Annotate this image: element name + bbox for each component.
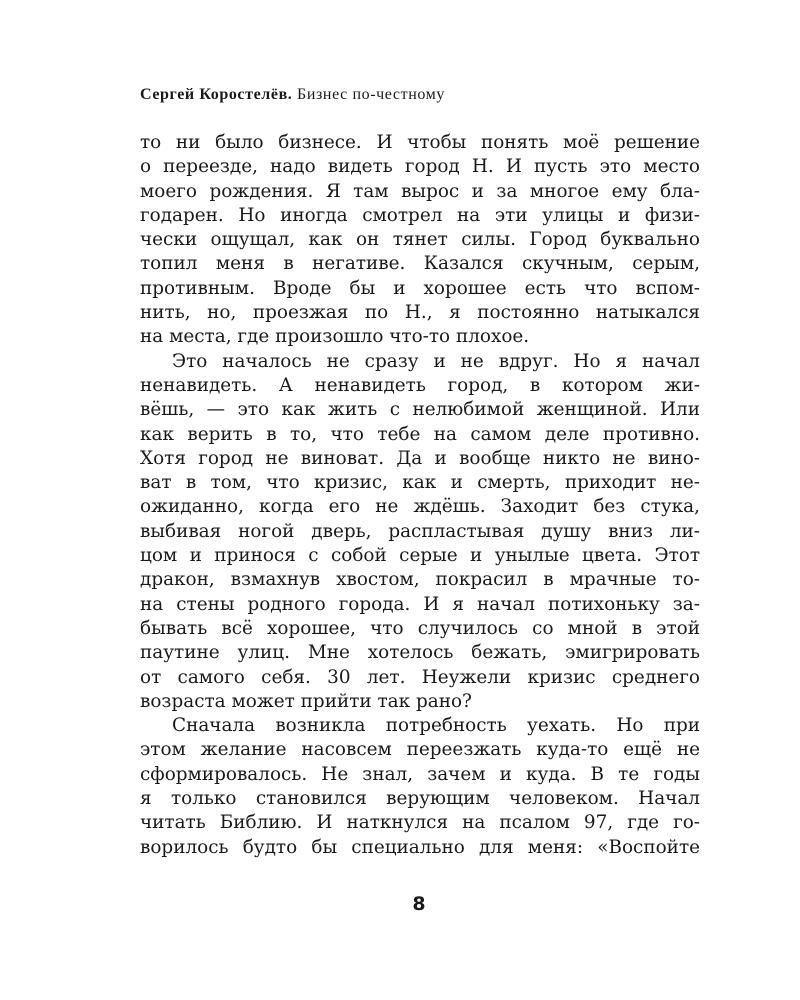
text-line: ненавидеть. А ненавидеть город, в котором жи- (140, 374, 700, 396)
text-line: читать Библию. И наткнулся на псалом 97, где го- (140, 812, 700, 834)
text-line: на места, где произошло что-то плохое. (140, 326, 530, 348)
text-line: о переезде, надо видеть город Н. И пусть это место (140, 156, 700, 178)
page-number: 8 (412, 893, 426, 915)
text-line: Это началось не сразу и не вдруг. Но я начал (172, 350, 700, 372)
text-line: чески ощущал, как он тянет силы. Город буквально (140, 229, 700, 251)
text-line: нить, но, проезжая по Н., я постоянно натыкался (140, 302, 700, 324)
text-line: выбивая ногой дверь, распластывая душу вниз ли- (140, 520, 700, 542)
header-author: Сергей Коростелёв. (140, 86, 293, 103)
text-line: дракон, взмахнув хвостом, покрасил в мрачные то- (140, 569, 700, 591)
text-line: ворилось будто бы специально для меня: «Воспойте (140, 836, 700, 858)
text-line: возраста может прийти так рано? (140, 690, 472, 712)
text-line: противным. Вроде бы и хорошее есть что вспом- (140, 277, 700, 299)
text-line: паутине улиц. Мне хотелось бежать, эмигрировать (140, 642, 700, 664)
text-line: ват в том, что кризис, как и смерть, приходит не- (140, 472, 700, 494)
text-line: топил меня в негативе. Казался скучным, серым, (140, 253, 700, 275)
body-text (140, 131, 700, 860)
text-line: на стены родного города. И я начал потихоньку за- (140, 593, 700, 615)
text-line: от самого себя. 30 лет. Неужели кризис среднего (140, 666, 700, 688)
text-line: как верить в то, что тебе на самом деле противно. (140, 423, 700, 445)
text-line: годарен. Но иногда смотрел на эти улицы и физи- (140, 204, 700, 226)
text-line: моего рождения. Я там вырос и за многое ему бла- (140, 180, 700, 202)
text-line: я только становился верующим человеком. Начал (140, 788, 700, 810)
header-book-title: Бизнес по-честному (297, 86, 445, 103)
text-line: ожиданно, когда его не ждёшь. Заходит без стука, (140, 496, 700, 518)
text-line: то ни было бизнесе. И чтобы понять моё решение (140, 132, 700, 153)
text-line: этом желание насовсем переезжать куда-то ещё не (140, 739, 700, 761)
text-line: Сначала возникла потребность уехать. Но при (172, 715, 700, 737)
text-line: Хотя город не виноват. Да и вообще никто не вино- (140, 447, 700, 469)
text-line: бывать всё хорошее, что случилось со мной в этой (140, 617, 700, 639)
text-line: вёшь, — это как жить с нелюбимой женщиной. Или (140, 399, 700, 421)
text-line: цом и принося с собой серые и унылые цвета. Этот (140, 545, 700, 567)
text-line: сформировалось. Не знал, зачем и куда. В те годы (140, 763, 700, 785)
running-head (140, 86, 445, 104)
